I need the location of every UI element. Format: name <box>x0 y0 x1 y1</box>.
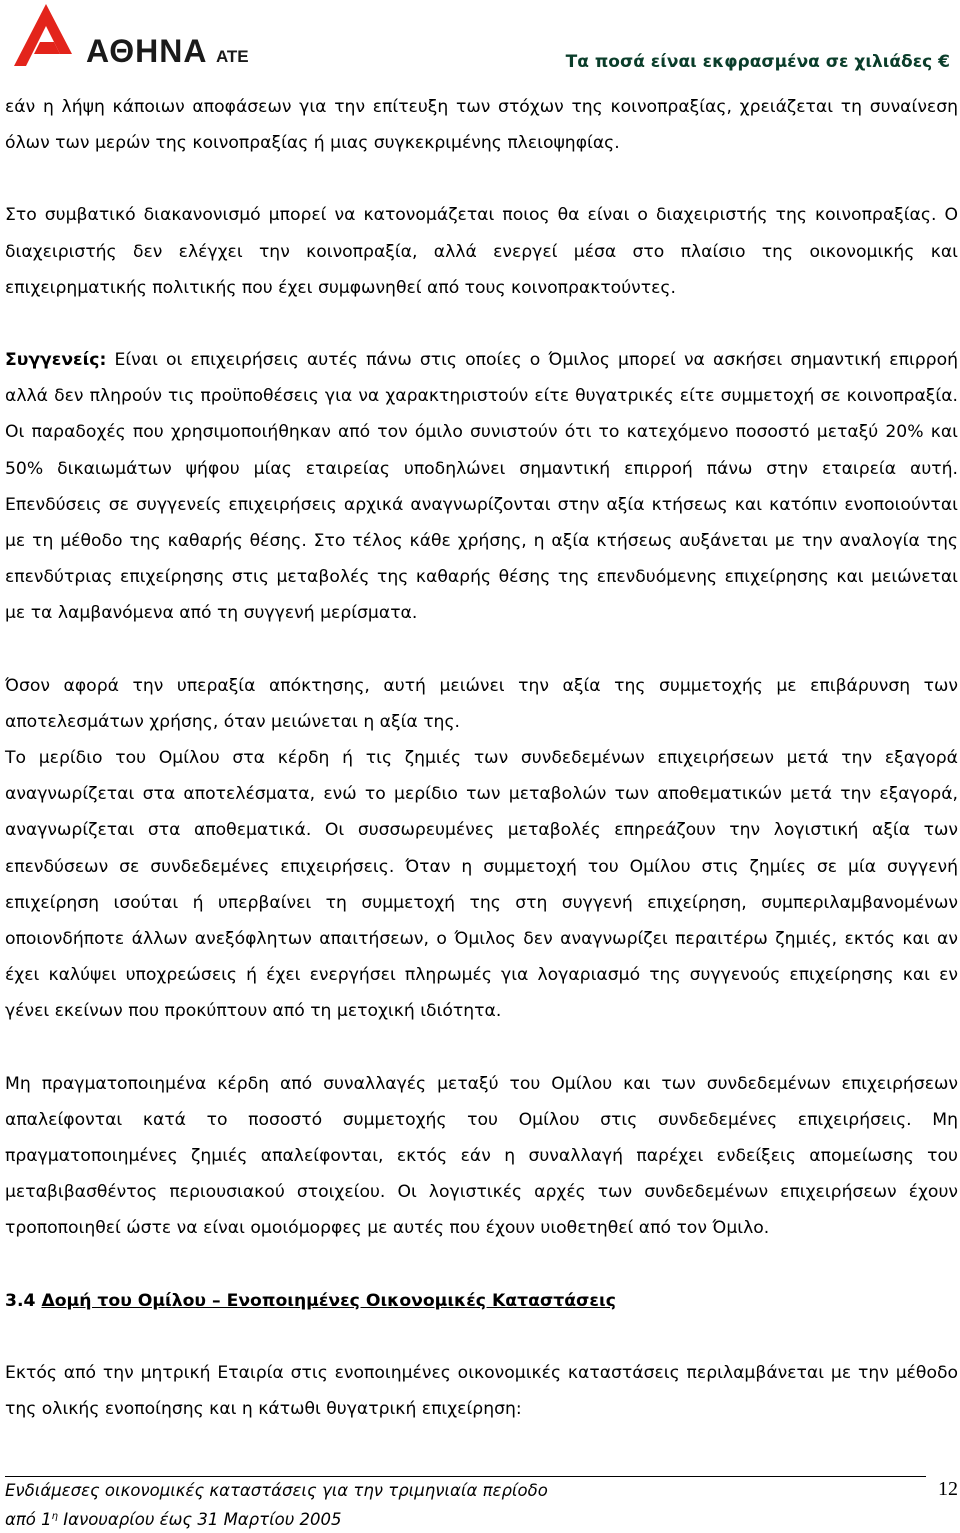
paragraph-associates <box>5 342 958 632</box>
paragraph-unrealised-gains: Μη πραγματοποιημένα κέρδη από συναλλαγές μεταξύ του Ομίλου και των συνδεδεμένων επιχειρήσεων απαλείφονται κατά το ποσοστό συμμετοχής του Ομίλου στις συνδεδεμένες επιχειρήσεις. Μη πραγματοποιημένες ζημιές απαλείφονται, εκτός εάν η συναλλαγή παρέχει ενδείξεις απομείωσης του μεταβιβασθέντος περιουσιακού στοιχείου. Οι λογιστικές αρχές των συνδεδεμένων επιχειρήσεων έχουν τροποποιηθεί ώστε να είναι ομοιόμορφες με αυτές που έχουν υιοθετηθεί από τον Όμιλο. <box>5 1073 958 1239</box>
page-number: 12 <box>938 1478 958 1500</box>
section-title: Δομή του Ομίλου – Ενοποιημένες Οικονομικές Καταστάσεις <box>41 1290 616 1311</box>
footer-line-1: Ενδιάμεσες οικονομικές καταστάσεις για την τριμηνιαία περίοδο <box>5 1481 548 1500</box>
paragraph-joint-venture-manager: Στο συμβατικό διακανονισμό μπορεί να κατονομάζεται ποιος θα είναι ο διαχειριστής της κοινοπραξίας. Ο διαχειριστής δεν ελέγχει την κοινοπραξία, αλλά ενεργεί μέσα στο πλαίσιο της οικονομικής και επιχειρηματικής πολιτικής που έχει συμφωνηθεί από τους κοινοπρακτούντες. <box>5 205 958 298</box>
athina-logo <box>10 2 250 68</box>
section-number: 3.4 <box>5 1290 42 1311</box>
paragraph-goodwill: Όσον αφορά την υπεραξία απόκτησης, αυτή μειώνει την αξία της συμμετοχής με επιβάρυνση των αποτελεσμάτων χρήσης, όταν μειώνεται η αξία της. <box>5 675 958 732</box>
footer-ordinal: η <box>51 1511 58 1522</box>
footer-divider <box>5 1476 926 1477</box>
document-body <box>5 89 958 1427</box>
section-heading <box>5 1283 958 1319</box>
paragraph-joint-venture-consent: εάν η λήψη κάποιων αποφάσεων για την επίτευξη των στόχων της κοινοπραξίας, χρειάζεται τη συναίνεση όλων των μερών της κοινοπραξίας ή μιας συγκεκριμένης πλειοψηφίας. <box>5 97 958 154</box>
paragraph-group-share: Το μερίδιο του Ομίλου στα κέρδη ή τις ζημιές των συνδεδεμένων επιχειρήσεων μετά την εξαγορά αναγνωρίζεται στα αποτελέσματα, ενώ το μερίδιο των μεταβολών των αποθεματικών μετά την εξαγορά, αναγνωρίζεται στα αποθεματικά. Οι συσσωρευμένες μεταβολές επηρεάζουν την λογιστική αξία των επενδύσεων σε συνδεδεμένες επιχειρήσεις. Όταν η συμμετοχή του Ομίλου στις ζημίες σε μία συγγενή επιχείρηση ισούται ή υπερβαίνει τη συμμετοχή της στη συγγενή επιχείρηση, συμπεριλαμβανομένων οποιονδήποτε άλλων ανεξόφλητων απαιτήσεων, ο Όμιλος δεν αναγνωρίζει περαιτέρω ζημιές, εκτός και αν έχει καλύψει υποχρεώσεις ή έχει ενεργήσει πληρωμές για λογαριασμό της συγγενούς επιχείρησης και εν γένει εκείνων που προκύπτουν από τη μετοχική ιδιότητα. <box>5 748 958 1022</box>
logo-wordmark: ΑΘΗΝΑ <box>86 33 208 68</box>
logo-suffix: ΑΤΕ <box>216 47 249 66</box>
associates-label: Συγγενείς: <box>5 350 107 371</box>
footer-line-2 <box>5 1504 548 1533</box>
associates-text: Είναι οι επιχειρήσεις αυτές πάνω στις οποίες ο Όμιλος μπορεί να ασκήσει σημαντική επιρροή αλλά δεν πληρούν τις προϋποθέσεις για να χαρακτηριστούν είτε θυγατρικές είτε συμμετοχή σε κοινοπραξία. Οι παραδοχές που χρησιμοποιήθηκαν από τον όμιλο συνιστούν ότι το κατεχόμενο ποσοστό μεταξύ 20% και 50% δικαιωμάτων ψήφου μίας εταιρείας υποδηλώνει σημαντική επιρροή πάνω στην εταιρεία αυτή. Επενδύσεις σε συγγενείς επιχειρήσεις αρχικά αναγνωρίζονται στην αξία κτήσεως και κατόπιν ενοποιούνται με τη μέθοδο της καθαρής θέσης. Στο τέλος κάθε χρήσης, η αξία κτήσεως αυξάνεται με την αναλογία της επενδύτριας επιχείρησης στις μεταβολές της καθαρής θέσης της επενδυόμενης επιχείρησης και μειώνεται με τα λαμβανόμενα από τη συγγενή μερίσματα. <box>5 350 958 624</box>
page-header <box>0 0 960 80</box>
currency-note: Τα ποσά είναι εκφρασμένα σε χιλιάδες € <box>565 52 950 72</box>
paragraph-consolidation: Εκτός από την μητρική Εταιρία στις ενοποιημένες οικονομικές καταστάσεις περιλαμβάνεται με την μέθοδο της ολικής ενοποίησης και η κάτωθι θυγατρική επιχείρηση: <box>5 1362 958 1420</box>
footer-date-start: από 1 <box>5 1510 52 1529</box>
footer-date-range: Ιανουαρίου έως 31 Μαρτίου 2005 <box>58 1510 342 1529</box>
footer-period <box>5 1478 548 1533</box>
athina-logo-icon <box>10 2 250 68</box>
